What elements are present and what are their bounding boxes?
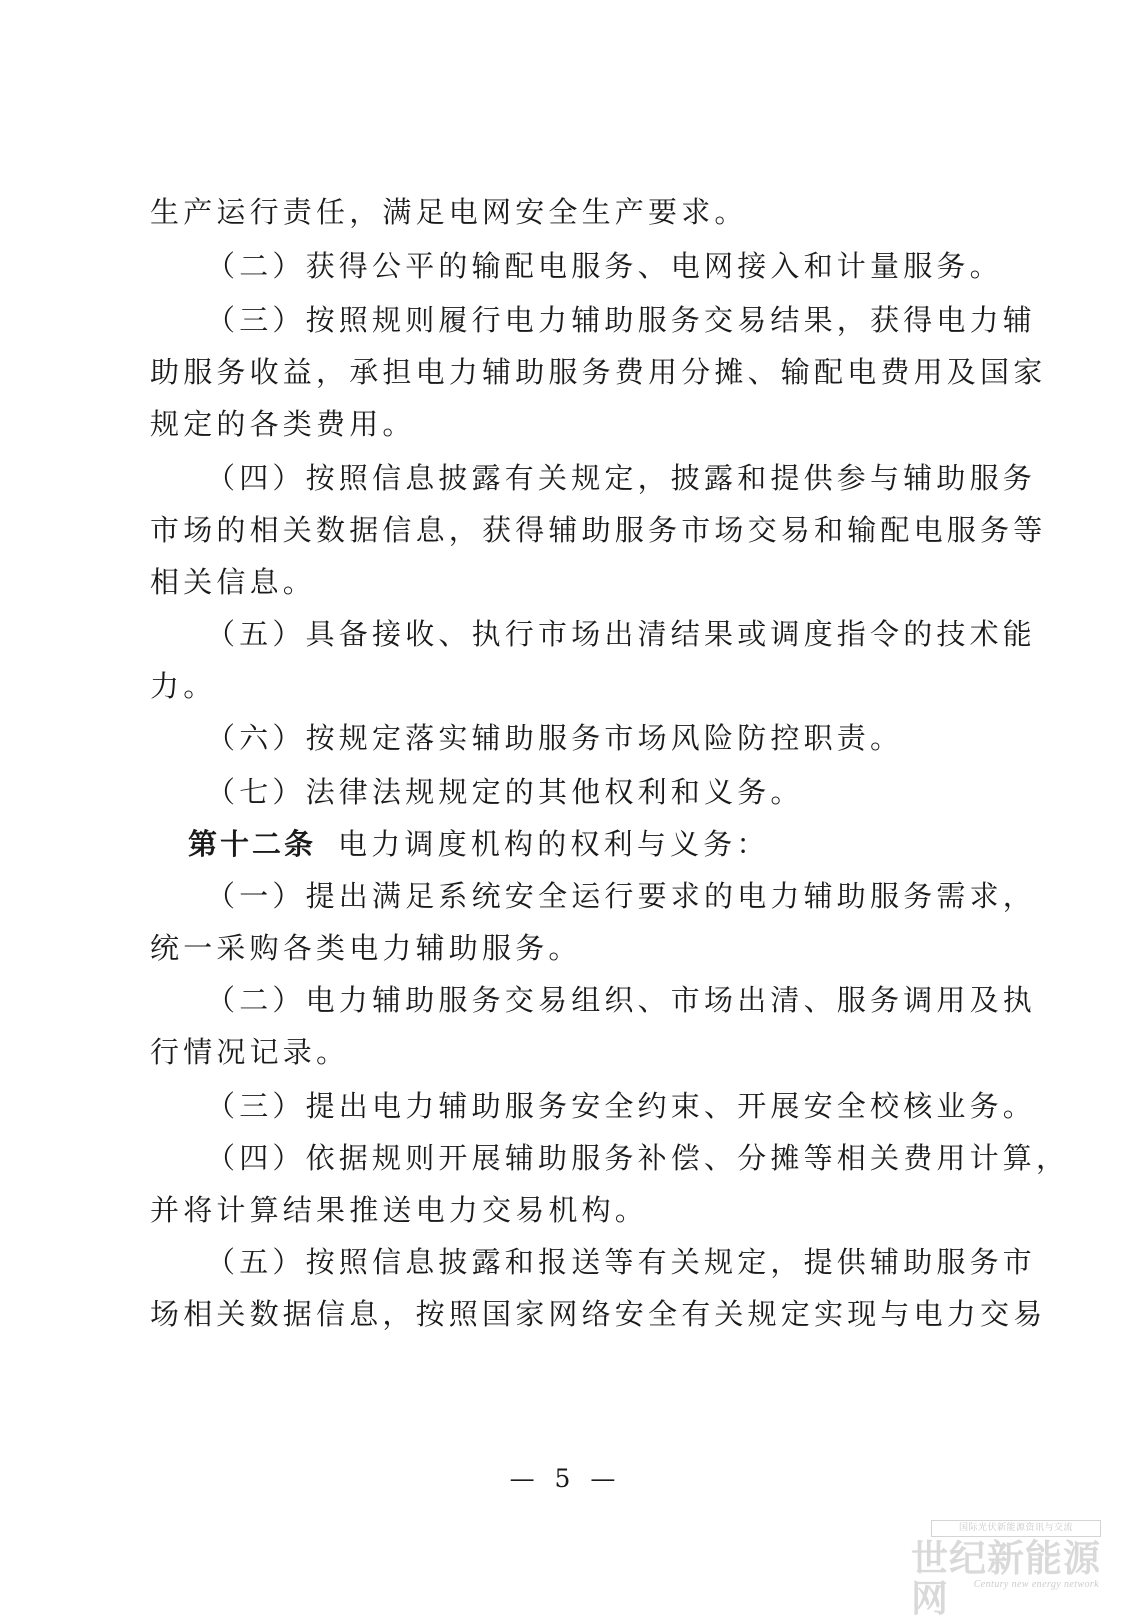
list-item-5: （五）按照信息披露和报送等有关规定，提供辅助服务市 <box>206 1245 1037 1279</box>
article-heading: 第十二条 <box>188 827 317 861</box>
paragraph-line: 并将计算结果推送电力交易机构。 <box>150 1193 649 1227</box>
list-item-1: （一）提出满足系统安全运行要求的电力辅助服务需求， <box>206 879 1037 913</box>
list-item-2: （二）获得公平的输配电服务、电网接入和计量服务。 <box>206 249 1003 283</box>
article-text: 电力调度机构的权利与义务： <box>338 827 770 861</box>
list-item-5: （五）具备接收、执行市场出清结果或调度指令的技术能 <box>206 617 1037 651</box>
watermark-top-text: 国际光伏新能源资讯与交流 <box>931 1520 1101 1537</box>
paragraph-line: 生产运行责任，满足电网安全生产要求。 <box>150 195 748 229</box>
watermark-main-text: 世纪新能源网 <box>911 1536 1101 1620</box>
paragraph-line: 规定的各类费用。 <box>150 407 416 441</box>
list-item-2: （二）电力辅助服务交易组织、市场出清、服务调用及执 <box>206 983 1037 1017</box>
paragraph-line: 市场的相关数据信息，获得辅助服务市场交易和输配电服务等 <box>150 513 1047 547</box>
paragraph-line: 场相关数据信息，按照国家网络安全有关规定实现与电力交易 <box>150 1297 1047 1331</box>
list-item-3: （三）提出电力辅助服务安全约束、开展安全校核业务。 <box>206 1089 1037 1123</box>
page-number: — 5 — <box>509 1464 622 1493</box>
paragraph-line: 行情况记录。 <box>150 1035 350 1069</box>
list-item-7: （七）法律法规规定的其他权利和义务。 <box>206 775 804 809</box>
paragraph-line: 助服务收益，承担电力辅助服务费用分摊、输配电费用及国家 <box>150 355 1047 389</box>
paragraph-line: 力。 <box>150 669 217 703</box>
paragraph-line: 相关信息。 <box>150 565 317 599</box>
list-item-4: （四）按照信息披露有关规定，披露和提供参与辅助服务 <box>206 461 1037 495</box>
watermark-sub-text: Century new energy network <box>973 1579 1099 1590</box>
list-item-6: （六）按规定落实辅助服务市场风险防控职责。 <box>206 721 904 755</box>
list-item-3: （三）按照规则履行电力辅助服务交易结果，获得电力辅 <box>206 303 1037 337</box>
list-item-4: （四）依据规则开展辅助服务补偿、分摊等相关费用计算， <box>206 1141 1070 1175</box>
watermark-logo <box>911 1518 1101 1620</box>
article-12 <box>188 828 1008 860</box>
paragraph-line: 统一采购各类电力辅助服务。 <box>150 931 582 965</box>
